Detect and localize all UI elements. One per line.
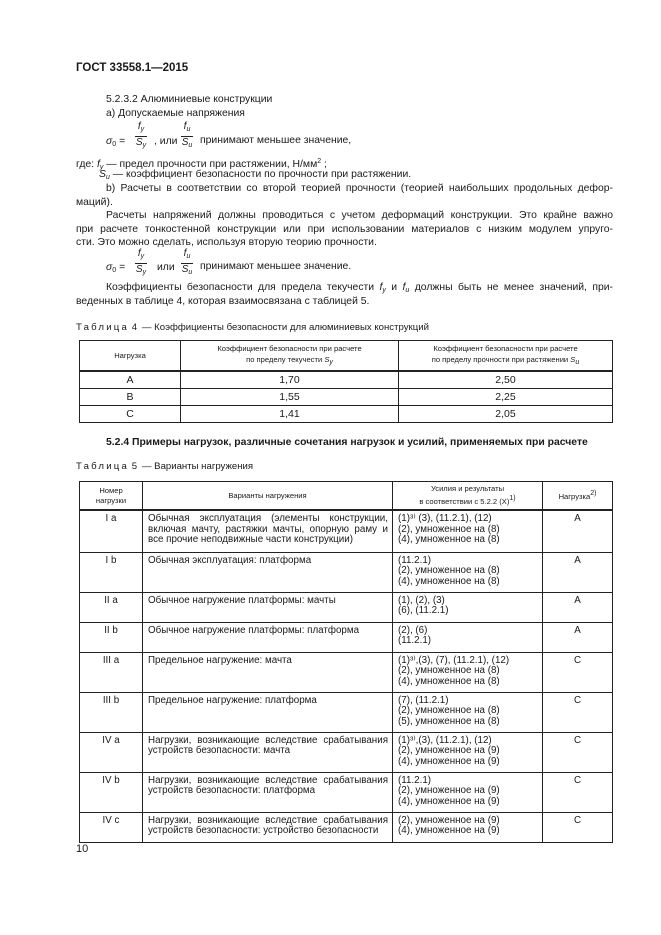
header-sup: 1) [509, 495, 516, 502]
cell-number: III a [80, 652, 143, 692]
force-line: (5), умноженное на (8) [398, 715, 500, 727]
header-number [80, 482, 143, 511]
table-row [80, 510, 613, 552]
header-line: по пределу прочности при растяжении [431, 355, 569, 364]
para2-text-b: должны быть не менее значений, при- [414, 282, 614, 293]
def-sup: 2 [317, 158, 322, 165]
fraction-numerator-sub: y [140, 253, 145, 260]
cell-forces [393, 812, 543, 842]
table-5-caption [76, 461, 253, 472]
fraction-numerator-sub: u [186, 126, 191, 133]
table-row [80, 371, 613, 389]
table-row [80, 622, 613, 652]
def-symbol: f [96, 159, 100, 170]
cell-number: I b [80, 552, 143, 592]
cell-load: C [543, 692, 613, 732]
force-line: (4), умноженное на (9) [398, 755, 500, 767]
cell-load: B [80, 389, 181, 406]
cell-load: C [543, 812, 613, 842]
para2-and: и [391, 282, 398, 293]
page-number: 10 [76, 843, 89, 855]
header-load [543, 482, 613, 511]
formula-2-fraction-1 [134, 248, 148, 279]
header-line: Коэффициент безопасности при расчете [433, 344, 578, 353]
table-row [80, 592, 613, 622]
formula-2-or: или [157, 262, 175, 273]
cell-load: A [543, 552, 613, 592]
header-line: Нагрузка [558, 492, 591, 501]
cell-variant: Обычное нагружение платформы: платформа [143, 622, 393, 652]
formula-2-sigma-sub: 0 [112, 267, 117, 274]
force-line: (2), умноженное на (8) [398, 665, 500, 676]
paragraph-1-line-3: сти. Это можно сделать, используя вторую теорию прочности. [76, 237, 377, 248]
caption-text: — Коэффициенты безопасности для алюминиевых конструкций [141, 322, 429, 333]
cell-load: C [543, 772, 613, 812]
header-sup: 2) [590, 490, 597, 497]
formula-1-text: принимают меньшее значение, [200, 135, 352, 146]
where-label: где: [76, 159, 95, 170]
fraction-numerator-sub: y [140, 126, 145, 133]
force-line: (2), умноженное на (9) [398, 745, 500, 756]
cell-yield: 1,70 [181, 371, 399, 389]
cell-yield: 1,55 [181, 389, 399, 406]
cell-number: IV a [80, 732, 143, 772]
force-line: (2), умноженное на (8) [398, 523, 500, 535]
fraction-denominator: S [135, 137, 143, 148]
formula-1-fraction-2 [180, 121, 194, 152]
cell-number: IV b [80, 772, 143, 812]
force-line: (11.2.1) [398, 635, 432, 646]
fraction-numerator: f [183, 121, 187, 132]
cell-variant: Предельное нагружение: платформа [143, 692, 393, 732]
fraction-denominator-sub: y [142, 269, 147, 276]
force-line: (4), умноженное на (8) [398, 575, 500, 587]
def-end: ; [324, 159, 327, 170]
force-line: (11.2.1) [398, 774, 432, 786]
header-line: Номер [99, 485, 123, 495]
header-yield [181, 341, 399, 372]
paragraph-1-line-1: Расчеты напряжений должны проводиться с учетом деформаций конструкции. Это крайне важно [106, 210, 613, 221]
cell-forces [393, 510, 543, 552]
formula-2-eq: = [119, 262, 126, 273]
cell-variant: Нагрузки, возникающие вследствие срабатывания устройств безопасности: платформа [143, 772, 393, 812]
table-row [80, 652, 613, 692]
def-symbol-sub: y [99, 164, 104, 171]
formula-2-lhs [106, 261, 125, 278]
table-row [80, 389, 613, 406]
formula-1-fraction-1 [134, 121, 148, 152]
header-symbol: S [324, 355, 330, 364]
para2-symbol-1-sub: y [382, 287, 386, 294]
caption-label: Таблица [76, 461, 130, 472]
section-title: 5.2.3.2 Алюминиевые конструкции [106, 94, 273, 105]
header-symbol-sub: u [575, 359, 580, 366]
table-row [80, 812, 613, 842]
formula-2-text: принимают меньшее значение. [200, 261, 352, 272]
cell-variant: Предельное нагружение: мачта [143, 652, 393, 692]
cell-forces [393, 652, 543, 692]
item-b-line-1: b) Расчеты в соответствии со второй теорией прочности (теорией наибольших продольных дефор- [106, 183, 613, 194]
cell-forces [393, 772, 543, 812]
def-text: — предел прочности при растяжении, Н/мм [106, 159, 318, 170]
fraction-numerator: f [183, 248, 187, 259]
cell-load: A [543, 592, 613, 622]
cell-number: II b [80, 622, 143, 652]
force-line: (2), умноженное на (9) [398, 785, 500, 796]
cell-variant: Обычная эксплуатация (элементы конструкции, включая мачту, растяжки мачты, опорную раму и все прочие неподвижные части конструкции) [143, 510, 393, 552]
cell-load: C [80, 406, 181, 423]
cell-number: IV c [80, 812, 143, 842]
table-header-row [80, 341, 613, 372]
header-line: Коэффициент безопасности при расчете [217, 344, 362, 353]
header-variants: Варианты нагружения [143, 482, 393, 511]
force-line: (4), умноженное на (9) [398, 795, 500, 807]
table-row [80, 552, 613, 592]
table-row [80, 732, 613, 772]
cell-number: I a [80, 510, 143, 552]
force-line: (4), умноженное на (9) [398, 825, 500, 836]
force-line: (2), умноженное на (8) [398, 565, 500, 576]
formula-2-sigma: σ [106, 262, 113, 273]
def-text: — коэффициент безопасности по прочности при растяжении. [112, 169, 412, 180]
cell-variant: Обычная эксплуатация: платформа [143, 552, 393, 592]
formula-1-eq: = [119, 136, 126, 147]
header-tensile [399, 341, 613, 372]
def-symbol: S [99, 169, 106, 180]
cell-forces [393, 622, 543, 652]
force-line: (7), (11.2.1) [398, 694, 449, 706]
formula-1-or: , или [154, 136, 178, 147]
cell-tensile: 2,05 [399, 406, 613, 423]
item-a-text: а) Допускаемые напряжения [106, 108, 245, 119]
section-524-title: 5.2.4 Примеры нагрузок, различные сочетания нагрузок и усилий, применяемых при расчете [106, 437, 588, 448]
force-line: (2), умноженное на (8) [398, 705, 500, 716]
header-line: по пределу текучести [246, 355, 323, 364]
force-line: (2), (6) [398, 624, 428, 636]
header-line: нагрузки [95, 495, 127, 505]
force-line: (1), (2), (3) [398, 594, 445, 606]
table-5 [79, 481, 613, 843]
formula-1-sigma-sub: 0 [112, 141, 117, 148]
formula-1-sigma: σ [106, 136, 113, 147]
header-symbol: S [570, 355, 576, 364]
para2-symbol-1: f [379, 282, 383, 293]
header-line: Усилия и результаты [430, 484, 505, 493]
cell-load: A [543, 510, 613, 552]
formula-2-fraction-2 [180, 248, 194, 279]
force-line: (4), умноженное на (8) [398, 675, 500, 687]
cell-load: C [543, 652, 613, 692]
fraction-denominator: S [181, 264, 189, 275]
formula-1-lhs [106, 135, 125, 152]
fraction-denominator: S [181, 137, 189, 148]
fraction-numerator: f [137, 248, 141, 259]
cell-number: III b [80, 692, 143, 732]
cell-load: C [543, 732, 613, 772]
table-row [80, 692, 613, 732]
document-header: ГОСТ 33558.1—2015 [76, 62, 189, 74]
cell-forces [393, 552, 543, 592]
cell-number: II a [80, 592, 143, 622]
header-load: Нагрузка [80, 341, 181, 372]
table-row [80, 406, 613, 423]
fraction-denominator-sub: y [142, 142, 147, 149]
cell-yield: 1,41 [181, 406, 399, 423]
cell-variant: Нагрузки, возникающие вследствие срабатывания устройств безопасности: устройство безопасности [143, 812, 393, 842]
fraction-denominator-sub: u [188, 269, 193, 276]
force-line: (1)³⁾ (3), (11.2.1), (12) [398, 513, 492, 524]
force-line: (11.2.1) [398, 554, 432, 566]
header-forces [393, 482, 543, 511]
caption-label: Таблица [76, 322, 130, 333]
header-symbol-sub: y [329, 359, 333, 366]
force-line: (1)³⁾,(3), (11.2.1), (12) [398, 734, 492, 746]
fraction-numerator-sub: u [186, 253, 191, 260]
force-line: (6), (11.2.1) [398, 605, 449, 616]
cell-variant: Нагрузки, возникающие вследствие срабатывания устройств безопасности: мачта [143, 732, 393, 772]
caption-text: — Варианты нагружения [141, 461, 254, 472]
cell-tensile: 2,50 [399, 371, 613, 389]
table-4-caption [76, 322, 429, 333]
item-b-line-2: маций). [76, 197, 113, 208]
fraction-denominator: S [135, 264, 143, 275]
para2-text-a: Коэффициенты безопасности для предела текучести [106, 282, 375, 293]
caption-number: 4 [131, 322, 140, 333]
table-header-row [80, 482, 613, 511]
cell-load: A [543, 622, 613, 652]
def-symbol-sub: u [105, 174, 110, 181]
header-line: в соответствии с 5.2.2 (X) [419, 497, 510, 506]
fraction-numerator: f [137, 121, 141, 132]
cell-forces [393, 592, 543, 622]
fraction-denominator-sub: u [188, 142, 193, 149]
force-line: (1)³⁾,(3), (7), (11.2.1), (12) [398, 654, 510, 666]
caption-number: 5 [131, 461, 140, 472]
table-row [80, 772, 613, 812]
cell-variant: Обычное нагружение платформы: мачты [143, 592, 393, 622]
paragraph-1-line-2: при расчете тонкостенной конструкции или при использовании материалов с низким модулем упруго- [76, 224, 613, 235]
cell-load: A [80, 371, 181, 389]
table-4 [79, 340, 613, 423]
cell-forces [393, 732, 543, 772]
para2-symbol-2-sub: u [405, 287, 410, 294]
force-line: (4), умноженное на (8) [398, 534, 500, 545]
force-line: (2), умноженное на (9) [398, 814, 500, 826]
cell-forces [393, 692, 543, 732]
cell-tensile: 2,25 [399, 389, 613, 406]
paragraph-2-line-2: веденных в таблице 4, которая взаимосвязана с таблицей 5. [76, 296, 370, 307]
para2-symbol-2: f [402, 282, 406, 293]
